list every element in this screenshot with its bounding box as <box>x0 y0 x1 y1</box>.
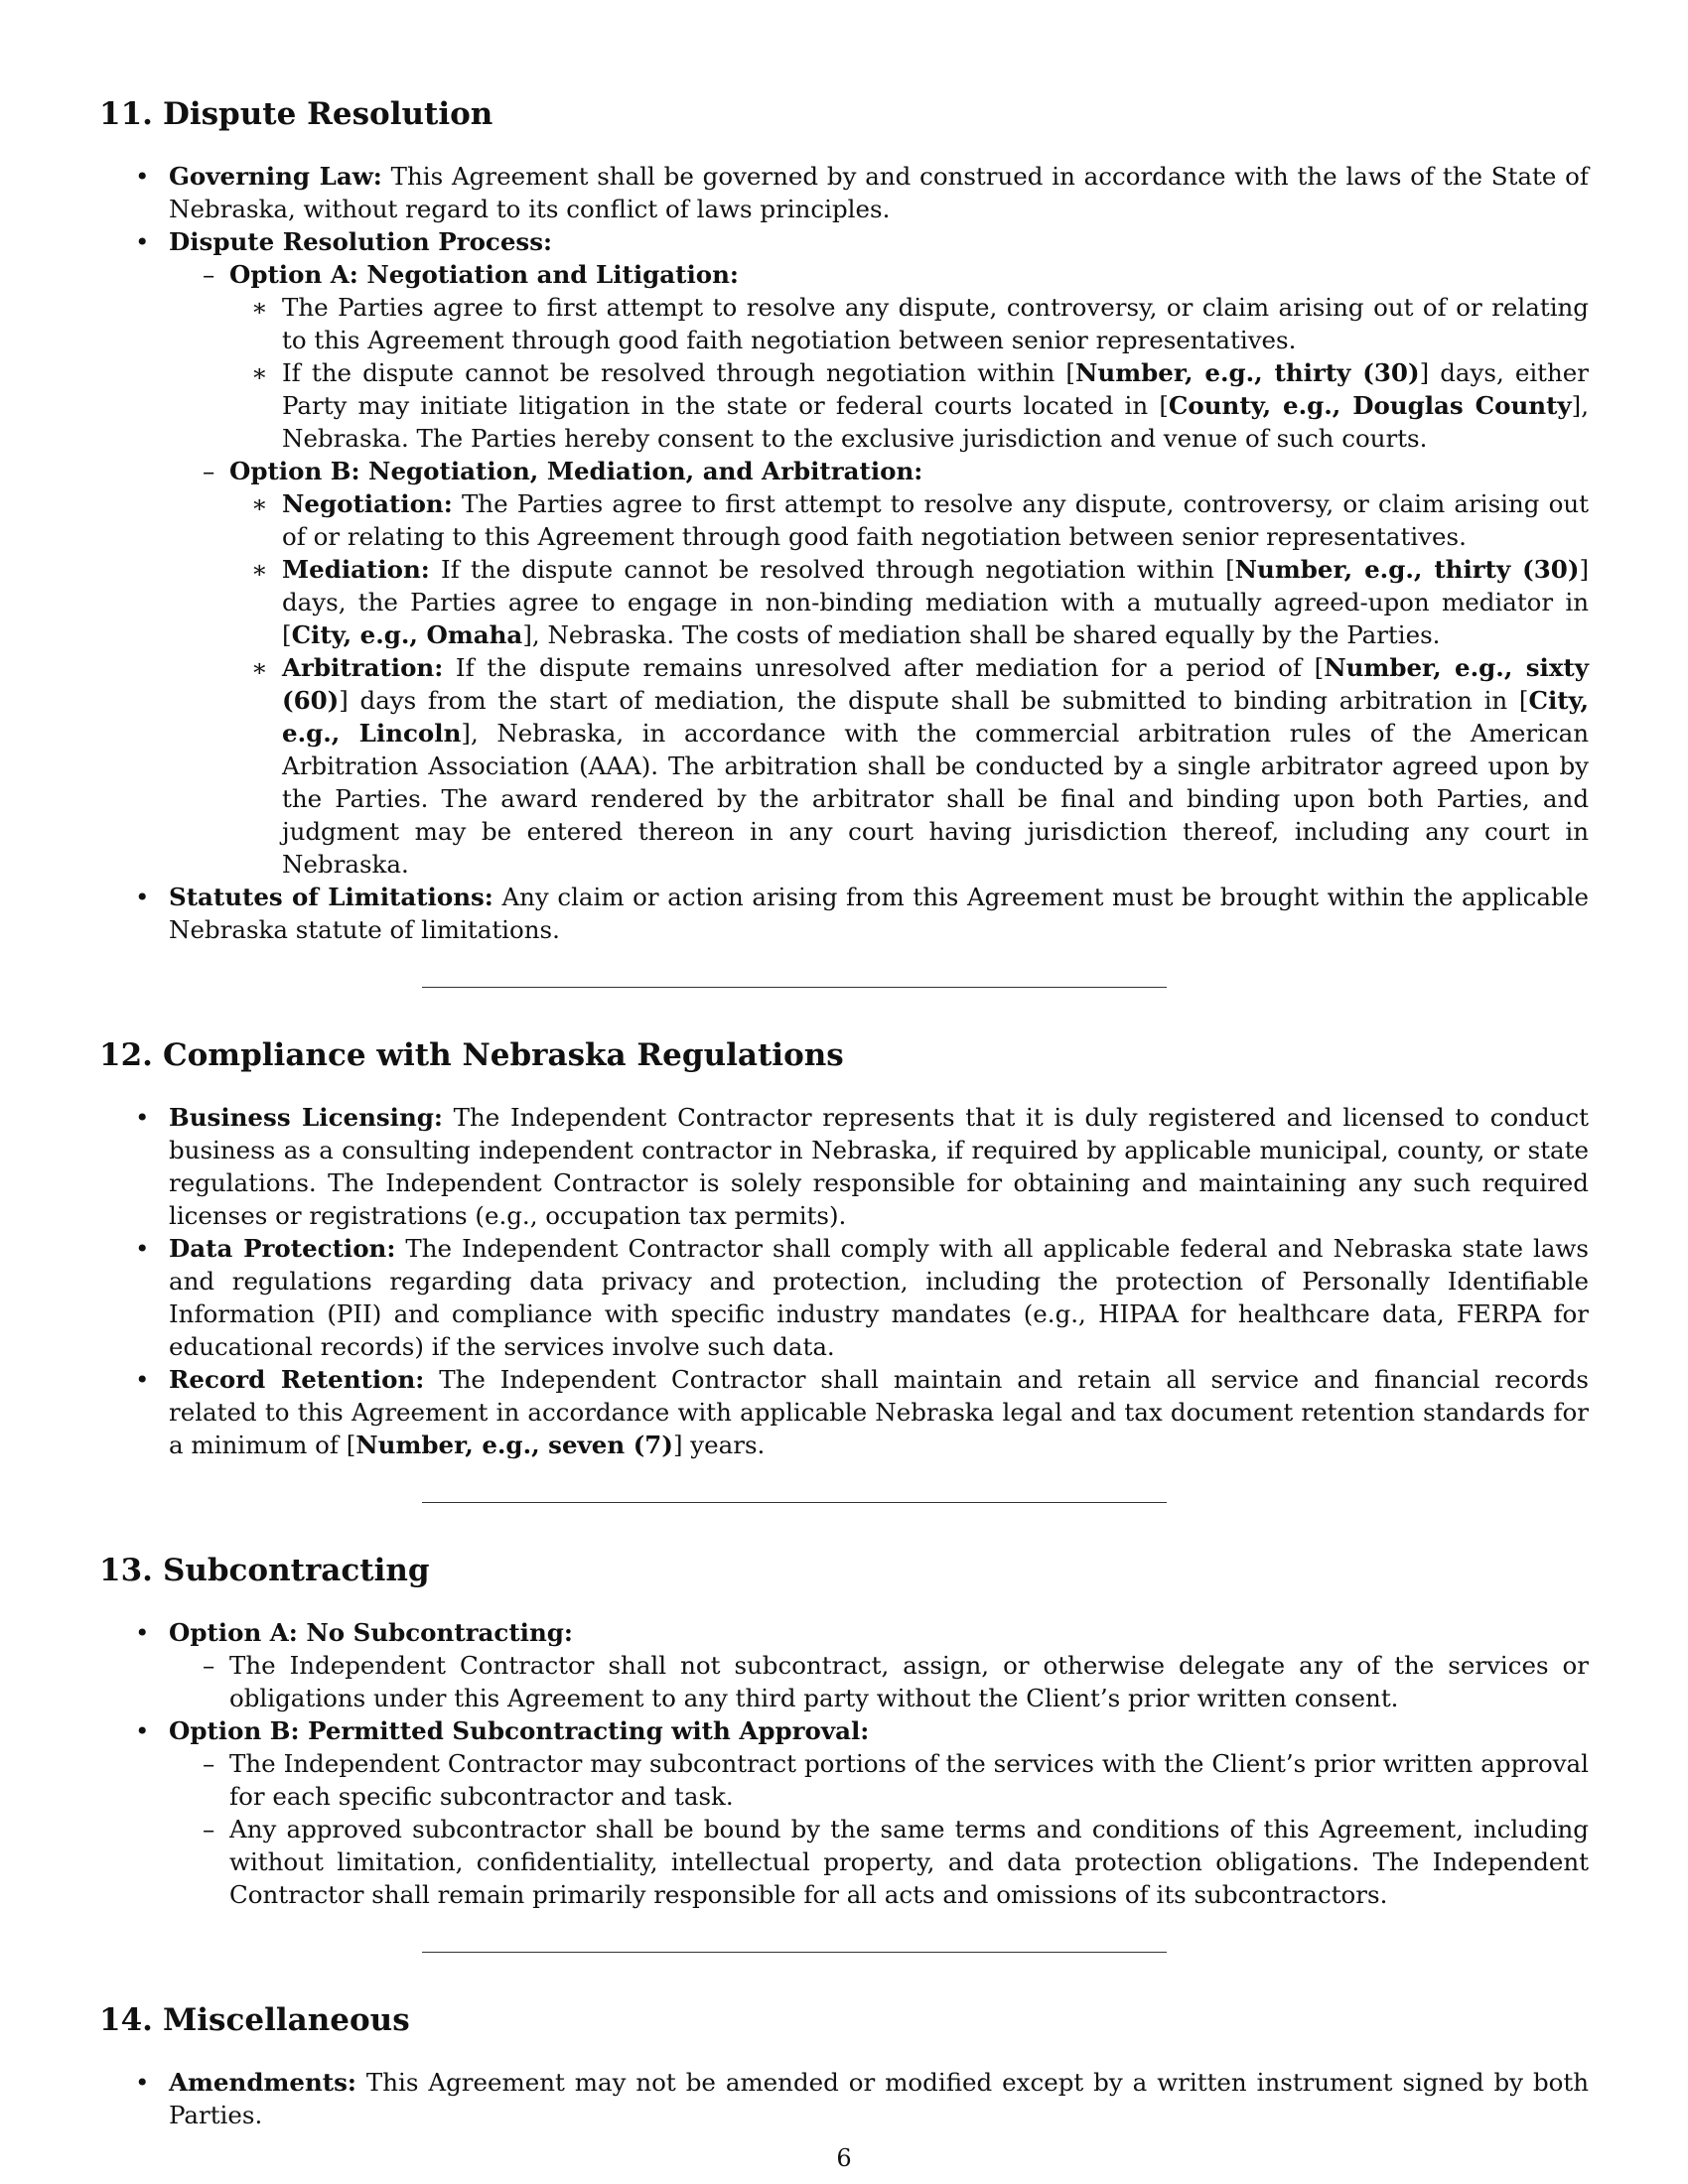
option-a-items <box>229 291 1589 455</box>
section-number: 14. <box>99 2002 153 2038</box>
option-b-mediation <box>229 553 1589 651</box>
text: The Parties agree to first attempt to resolve any dispute, controversy, or claim arising out of or relating to this Agreement through good faith negotiation between senior representatives. <box>282 489 1589 551</box>
document-page <box>99 94 1589 2131</box>
list-item-business-licensing <box>99 1101 1589 1232</box>
item-label: Option A: No Subcontracting: <box>169 1618 573 1647</box>
sublist-options <box>169 258 1589 881</box>
list-item-data-protection <box>99 1232 1589 1363</box>
section-number: 13. <box>99 1553 153 1588</box>
list-item-governing-law <box>99 160 1589 225</box>
item-label: Arbitration: <box>282 653 444 682</box>
item-label: Dispute Resolution Process: <box>169 227 553 256</box>
item-label: Statutes of Limitations: <box>169 883 493 911</box>
item-text: Any claim or action arising from this Agreement must be brought within the applicable Nebraska statute of limitations. <box>169 883 1589 944</box>
placeholder-field: Number, e.g., seven (7) <box>355 1431 673 1459</box>
item-text: ] years. <box>672 1431 766 1459</box>
item-text: The Independent Contractor shall maintain and retain all service and financial records related to this Agreement in accordance with applicable Nebraska legal and tax document retention standards for a minimum of [ <box>169 1365 1589 1459</box>
item-label: Business Licensing: <box>169 1103 443 1132</box>
section-title: Dispute Resolution <box>162 96 493 132</box>
text: ], Nebraska. The costs of mediation shall be shared equally by the Parties. <box>522 620 1441 649</box>
text: If the dispute remains unresolved after mediation for a period of [ <box>443 653 1325 682</box>
section-title: Compliance with Nebraska Regulations <box>162 1037 844 1073</box>
list-item-statutes <box>99 881 1589 946</box>
section-11-heading <box>99 94 1589 134</box>
placeholder-field: Number, e.g., thirty (30) <box>1234 555 1580 584</box>
text: ], Nebraska. The Parties hereby consent to the exclusive jurisdiction and venue of such courts. <box>282 391 1589 453</box>
placeholder-field: City, e.g., Lincoln <box>282 686 1589 748</box>
item-text: This Agreement may not be amended or modified except by a written instrument signed by both Parties. <box>169 2068 1589 2129</box>
option-b-items <box>229 487 1589 881</box>
list-item-dispute-process <box>99 225 1589 881</box>
item-label: Data Protection: <box>169 1234 396 1263</box>
section-divider <box>422 1502 1167 1503</box>
text: ] days, either Party may initiate litigation in the state or federal courts located in [ <box>282 358 1590 420</box>
sublist-item: – Any approved subcontractor shall be bound by the same terms and conditions of this Agreement, including without limitation, confidentiality, intellectual property, and data protection obligations. The Independent Contractor shall remain primarily responsible for all acts and omissions of its subcontractors. <box>169 1813 1589 1911</box>
placeholder-field: City, e.g., Omaha <box>291 620 523 649</box>
item-text: The Independent Contractor represents that it is duly registered and licensed to conduct business as a consulting independent contractor in Nebraska, if required by applicable municipal, county, or state regulations. The Independent Contractor is solely responsible for obtaining and maintaining any such required licenses or registrations (e.g., occupation tax permits). <box>169 1103 1589 1230</box>
text: ] days, the Parties agree to engage in non-binding mediation with a mutually agreed-upon mediator in [ <box>282 555 1589 649</box>
section-11-list <box>99 160 1589 946</box>
option-b-negotiation <box>229 487 1589 553</box>
section-12-list <box>99 1101 1589 1461</box>
section-13-heading <box>99 1551 1589 1590</box>
section-13-list <box>99 1616 1589 1911</box>
option-a-litigation <box>169 258 1589 455</box>
section-title: Miscellaneous <box>162 2002 410 2038</box>
page-number: 6 <box>836 2144 852 2172</box>
section-number: 11. <box>99 96 153 132</box>
item-label: Amendments: <box>169 2068 356 2097</box>
placeholder-field: Number, e.g., thirty (30) <box>1075 358 1420 387</box>
item-label: Governing Law: <box>169 162 382 191</box>
item-text: This Agreement shall be governed by and construed in accordance with the laws of the State of Nebraska, without regard to its conflict of laws principles. <box>169 162 1589 223</box>
section-divider <box>422 1952 1167 1953</box>
sublist <box>169 1747 1589 1911</box>
text: ] days from the start of mediation, the dispute shall be submitted to binding arbitration in [ <box>339 686 1529 715</box>
option-label: Option B: Negotiation, Mediation, and Arbitration: <box>229 457 923 485</box>
option-label: Option A: Negotiation and Litigation: <box>229 260 739 289</box>
section-12-heading <box>99 1035 1589 1075</box>
list-item-amendments <box>99 2066 1589 2131</box>
section-14-list <box>99 2066 1589 2131</box>
section-divider <box>422 987 1167 988</box>
text: If the dispute cannot be resolved through negotiation within [ <box>429 555 1235 584</box>
sublist-item: – The Independent Contractor shall not subcontract, assign, or otherwise delegate any of the services or obligations under this Agreement to any third party without the Client’s prior written consent. <box>169 1649 1589 1714</box>
sublist-item: – The Independent Contractor may subcontract portions of the services with the Client’s prior written approval for each specific subcontractor and task. <box>169 1747 1589 1813</box>
option-a-item-1: ∗ The Parties agree to first attempt to resolve any dispute, controversy, or claim arising out of or relating to this Agreement through good faith negotiation between senior representatives. <box>229 291 1589 356</box>
list-item-option-b-permitted <box>99 1714 1589 1911</box>
option-b-arbitration <box>169 455 1589 881</box>
list-item-option-a-no-subcontracting <box>99 1616 1589 1714</box>
item-label: Option B: Permitted Subcontracting with Approval: <box>169 1716 870 1745</box>
section-title: Subcontracting <box>162 1553 430 1588</box>
option-b-arbitration-item <box>229 651 1589 881</box>
sublist <box>169 1649 1589 1714</box>
item-label: Record Retention: <box>169 1365 425 1394</box>
section-number: 12. <box>99 1037 153 1073</box>
list-item-record-retention <box>99 1363 1589 1461</box>
placeholder-field: County, e.g., Douglas County <box>1168 391 1572 420</box>
item-text: The Independent Contractor shall comply with all applicable federal and Nebraska state laws and regulations regarding data privacy and protection, including the protection of Personally Identifiable Information (PII) and compliance with specific industry mandates (e.g., HIPAA for healthcare data, FERPA for educational records) if the services involve such data. <box>169 1234 1589 1361</box>
text: If the dispute cannot be resolved through negotiation within [ <box>282 358 1075 387</box>
option-a-item-2 <box>229 356 1589 455</box>
placeholder-field: Number, e.g., sixty (60) <box>282 653 1589 715</box>
item-label: Negotiation: <box>282 489 453 518</box>
section-14-heading <box>99 2000 1589 2040</box>
text: ], Nebraska, in accordance with the commercial arbitration rules of the American Arbitration Association (AAA). The arbitration shall be conducted by a single arbitrator agreed upon by the Parties. The award rendered by the arbitrator shall be final and binding upon both Parties, and judgment may be entered thereon in any court having jurisdiction thereof, including any court in Nebraska. <box>282 719 1589 879</box>
item-label: Mediation: <box>282 555 430 584</box>
